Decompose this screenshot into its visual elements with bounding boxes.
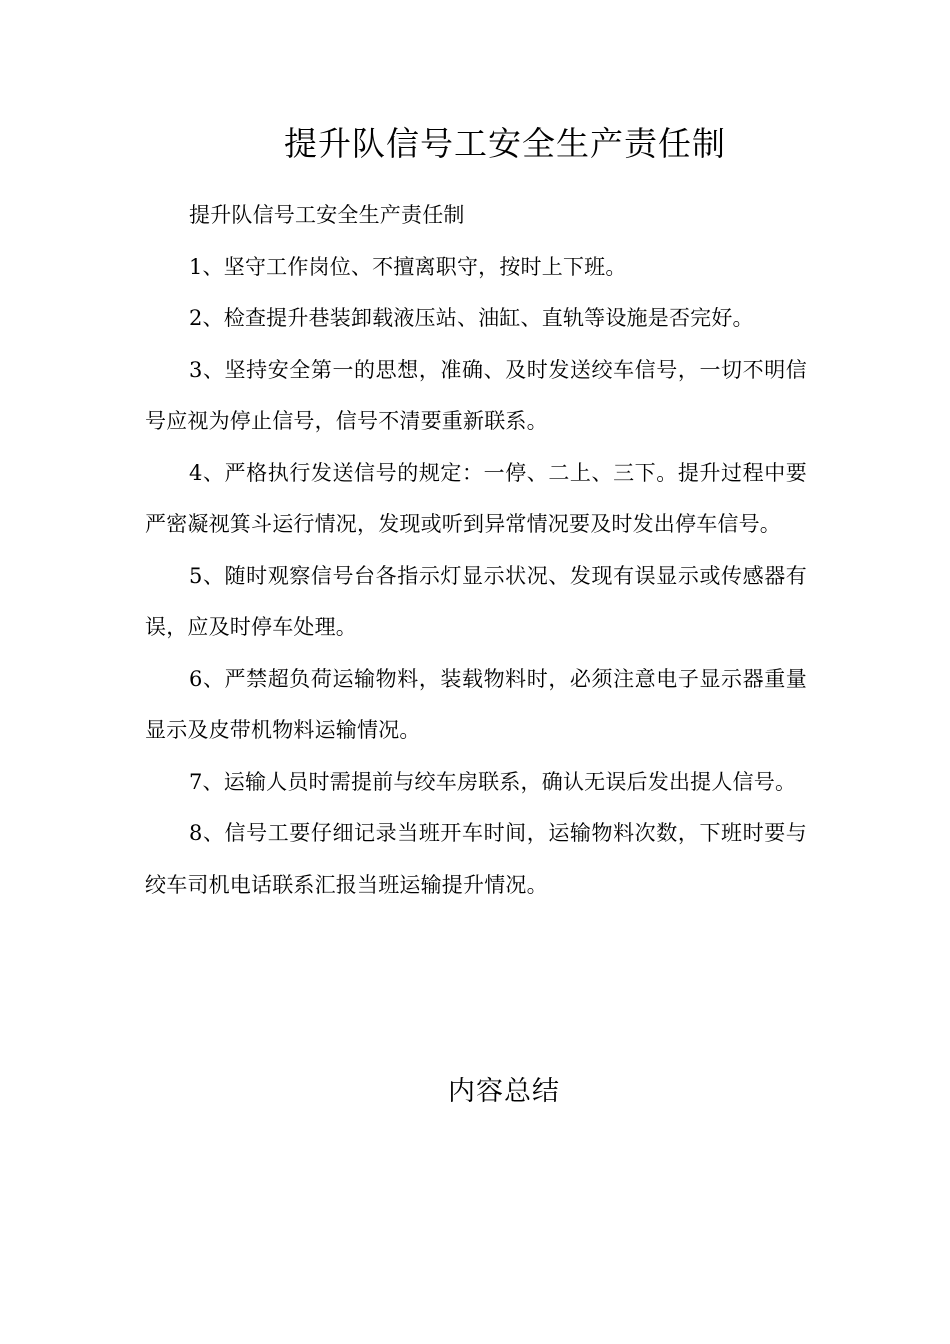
paragraph-item-5: 5、随时观察信号台各指示灯显示状况、发现有误显示或传感器有误，应及时停车处理。 <box>145 563 807 639</box>
paragraph-item-1: 1、坚守工作岗位、不擅离职守，按时上下班。 <box>189 254 627 279</box>
summary-heading: 内容总结 <box>448 1076 560 1107</box>
paragraph-item-2: 2、检查提升巷装卸载液压站、油缸、直轨等设施是否完好。 <box>189 306 754 330</box>
paragraph-item-4: 4、严格执行发送信号的规定：一停、二上、三下。提升过程中要严密凝视箕斗运行情况，发现或听到异常情况要及时发出停车信号。 <box>145 460 807 536</box>
paragraph-item-8: 8、信号工要仔细记录当班开车时间，运输物料次数，下班时要与绞车司机电话联系汇报当班运输提升情况。 <box>145 821 807 897</box>
paragraph-item-7: 7、运输人员时需提前与绞车房联系，确认无误后发出提人信号。 <box>189 769 797 794</box>
document-title: 提升队信号工安全生产责任制 <box>284 124 726 163</box>
paragraph-item-3: 3、坚持安全第一的思想，准确、及时发送绞车信号，一切不明信号应视为停止信号，信号不清要重新联系。 <box>145 357 807 433</box>
paragraph-item-6: 6、严禁超负荷运输物料，装载物料时，必须注意电子显示器重量显示及皮带机物料运输情况。 <box>145 666 807 742</box>
document-body <box>145 190 807 911</box>
paragraph-heading: 提升队信号工安全生产责任制 <box>189 203 465 227</box>
